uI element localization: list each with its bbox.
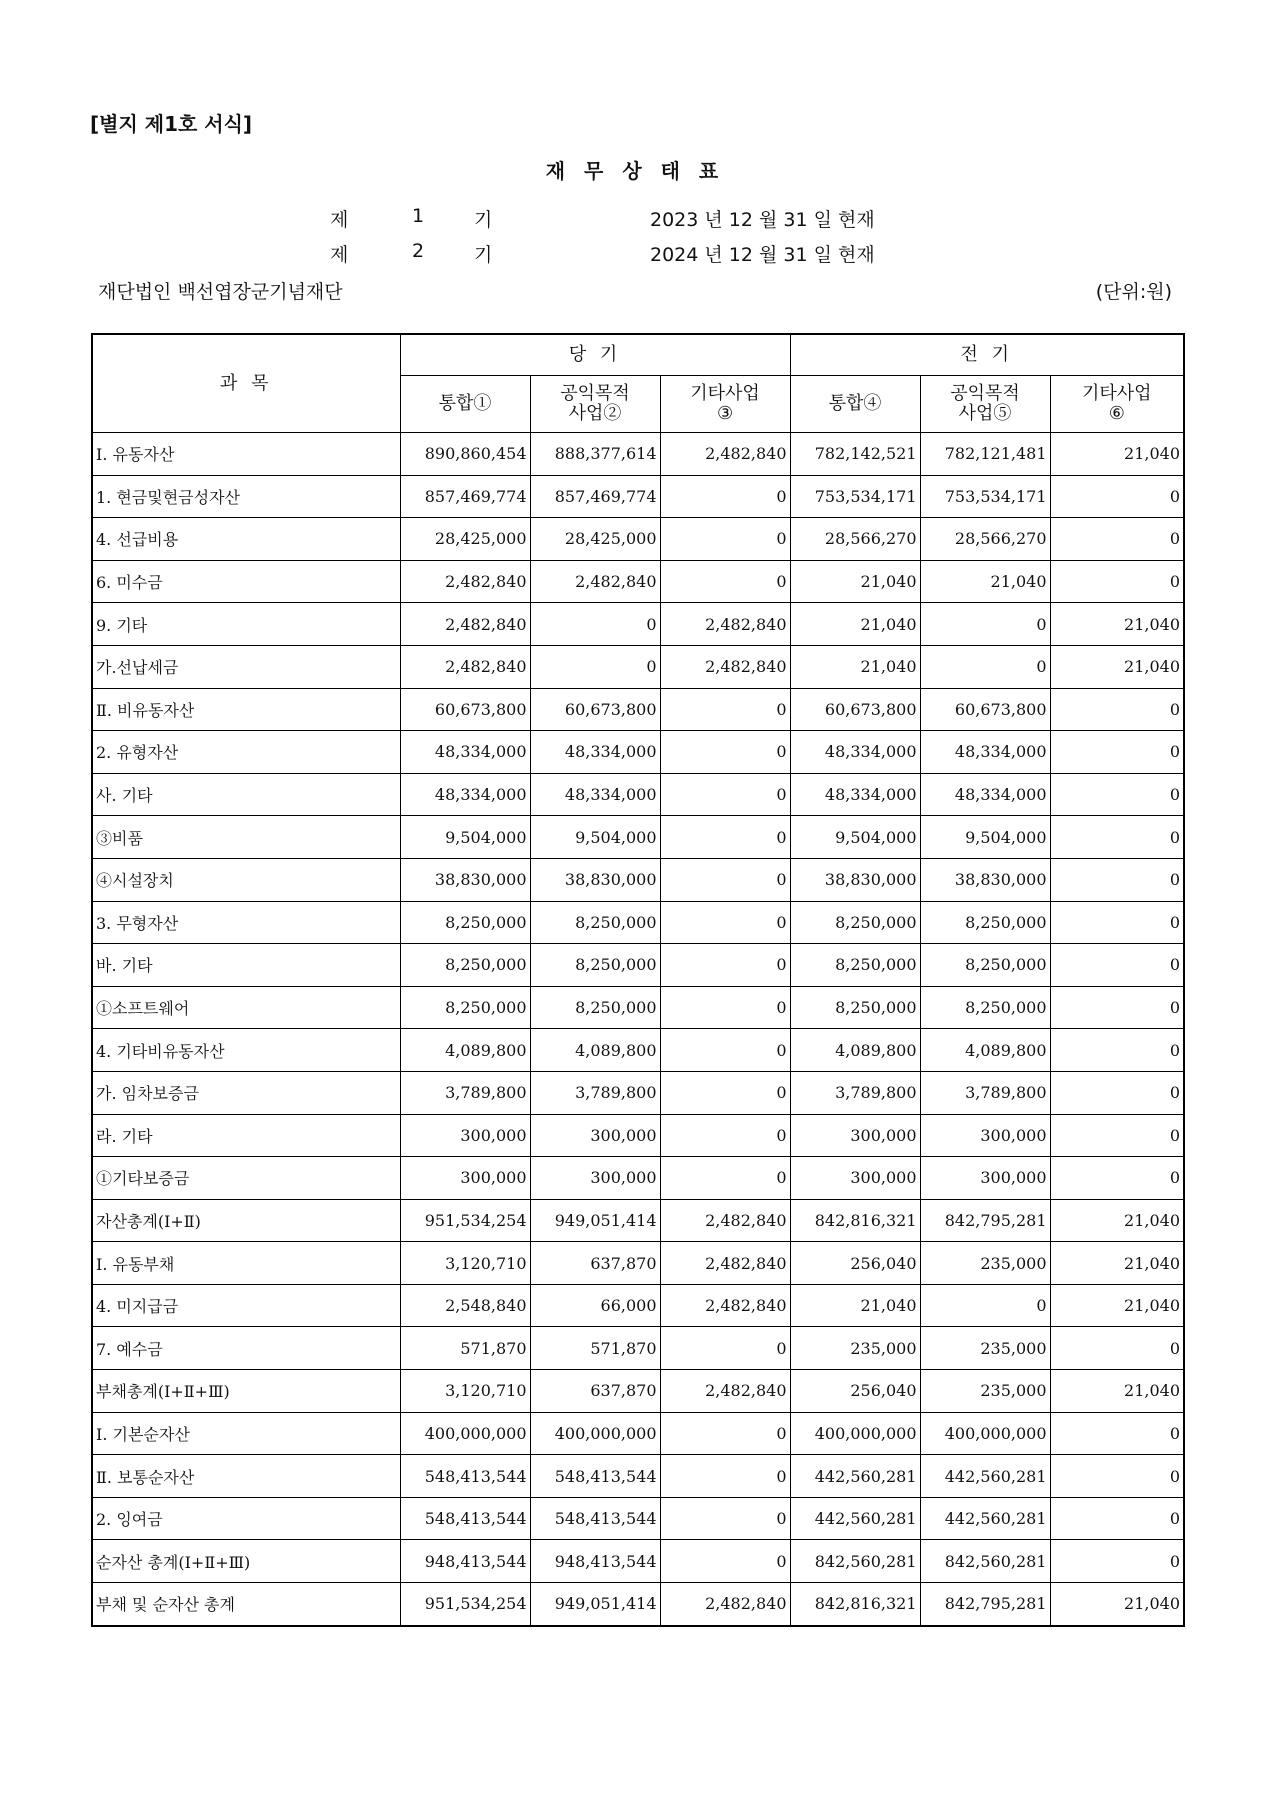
amount-cell: 235,000 (920, 1370, 1050, 1413)
amount-cell: 300,000 (920, 1157, 1050, 1200)
amount-cell: 66,000 (530, 1284, 660, 1327)
amount-cell: 48,334,000 (530, 773, 660, 816)
row-label: 부채총계(Ⅰ+Ⅱ+Ⅲ) (92, 1370, 400, 1413)
amount-cell: 4,089,800 (530, 1029, 660, 1072)
amount-cell: 0 (660, 816, 790, 859)
row-label: 사. 기타 (92, 773, 400, 816)
amount-cell: 548,413,544 (400, 1497, 530, 1540)
amount-cell: 0 (660, 1412, 790, 1455)
amount-cell: 9,504,000 (790, 816, 920, 859)
amount-cell: 2,482,840 (660, 1242, 790, 1285)
table-row (92, 1455, 1184, 1498)
amount-cell: 0 (660, 518, 790, 561)
amount-cell: 38,830,000 (790, 858, 920, 901)
amount-cell: 3,789,800 (790, 1071, 920, 1114)
row-label: 순자산 총계(Ⅰ+Ⅱ+Ⅲ) (92, 1540, 400, 1583)
row-label: 자산총계(Ⅰ+Ⅱ) (92, 1199, 400, 1242)
amount-cell: 0 (920, 1284, 1050, 1327)
amount-cell: 28,566,270 (790, 518, 920, 561)
table-row (92, 1029, 1184, 1072)
amount-cell: 48,334,000 (920, 731, 1050, 774)
amount-cell: 2,482,840 (660, 1370, 790, 1413)
table-row (92, 1199, 1184, 1242)
row-label: 9. 기타 (92, 603, 400, 646)
amount-cell: 0 (660, 1029, 790, 1072)
row-label: 부채 및 순자산 총계 (92, 1583, 400, 1626)
amount-cell: 782,142,521 (790, 433, 920, 476)
period-date: 2023 년 12 월 31 일 현재 (650, 209, 875, 231)
table-row (92, 1540, 1184, 1583)
amount-cell: 842,795,281 (920, 1583, 1050, 1626)
amount-cell: 0 (660, 475, 790, 518)
table-row (92, 1583, 1184, 1626)
amount-cell: 0 (660, 1114, 790, 1157)
amount-cell: 48,334,000 (400, 773, 530, 816)
amount-cell: 0 (660, 1455, 790, 1498)
amount-cell: 300,000 (530, 1157, 660, 1200)
amount-cell: 3,789,800 (400, 1071, 530, 1114)
amount-cell: 38,830,000 (400, 858, 530, 901)
amount-cell: 0 (530, 603, 660, 646)
amount-cell: 21,040 (1050, 1199, 1184, 1242)
table-row (92, 475, 1184, 518)
amount-cell: 0 (660, 560, 790, 603)
table-row (92, 1284, 1184, 1327)
amount-cell: 0 (1050, 816, 1184, 859)
amount-cell: 2,482,840 (660, 1199, 790, 1242)
row-label: ①기타보증금 (92, 1157, 400, 1200)
amount-cell: 2,548,840 (400, 1284, 530, 1327)
amount-cell: 48,334,000 (920, 773, 1050, 816)
amount-cell: 857,469,774 (400, 475, 530, 518)
amount-cell: 0 (1050, 858, 1184, 901)
amount-cell: 235,000 (920, 1242, 1050, 1285)
amount-cell: 21,040 (1050, 1242, 1184, 1285)
amount-cell: 842,560,281 (920, 1540, 1050, 1583)
amount-cell: 0 (1050, 475, 1184, 518)
row-label: ①소프트웨어 (92, 986, 400, 1029)
amount-cell: 0 (1050, 773, 1184, 816)
amount-cell: 948,413,544 (530, 1540, 660, 1583)
organization-name: 재단법인 백선엽장군기념재단 (98, 281, 343, 303)
amount-cell: 949,051,414 (530, 1583, 660, 1626)
amount-cell: 28,566,270 (920, 518, 1050, 561)
period-suffix: 기 (474, 244, 493, 266)
amount-cell: 571,870 (400, 1327, 530, 1370)
amount-cell: 21,040 (790, 560, 920, 603)
amount-cell: 548,413,544 (400, 1455, 530, 1498)
table-row (92, 773, 1184, 816)
amount-cell: 300,000 (530, 1114, 660, 1157)
amount-cell: 0 (1050, 986, 1184, 1029)
amount-cell: 0 (660, 688, 790, 731)
row-label: Ⅰ. 유동자산 (92, 433, 400, 476)
amount-cell: 256,040 (790, 1370, 920, 1413)
period-label: 제 (330, 244, 349, 266)
table-row (92, 986, 1184, 1029)
amount-cell: 0 (660, 986, 790, 1029)
period-date: 2024 년 12 월 31 일 현재 (650, 244, 875, 266)
subject-header: 과 목 (92, 334, 400, 433)
amount-cell: 60,673,800 (530, 688, 660, 731)
period-number: 2 (412, 240, 425, 262)
amount-cell: 0 (660, 773, 790, 816)
amount-cell: 400,000,000 (790, 1412, 920, 1455)
amount-cell: 888,377,614 (530, 433, 660, 476)
amount-cell: 38,830,000 (920, 858, 1050, 901)
amount-cell: 571,870 (530, 1327, 660, 1370)
row-label: Ⅰ. 기본순자산 (92, 1412, 400, 1455)
row-label: ④시설장치 (92, 858, 400, 901)
table-row (92, 816, 1184, 859)
amount-cell: 60,673,800 (920, 688, 1050, 731)
amount-cell: 400,000,000 (530, 1412, 660, 1455)
row-label: 4. 기타비유동자산 (92, 1029, 400, 1072)
amount-cell: 21,040 (1050, 1583, 1184, 1626)
amount-cell: 8,250,000 (530, 901, 660, 944)
amount-cell: 8,250,000 (400, 944, 530, 987)
amount-cell: 4,089,800 (790, 1029, 920, 1072)
table-row (92, 1071, 1184, 1114)
amount-cell: 38,830,000 (530, 858, 660, 901)
amount-cell: 0 (660, 944, 790, 987)
row-label: 1. 현금및현금성자산 (92, 475, 400, 518)
row-label: 7. 예수금 (92, 1327, 400, 1370)
table-row (92, 560, 1184, 603)
amount-cell: 2,482,840 (530, 560, 660, 603)
amount-cell: 21,040 (1050, 1370, 1184, 1413)
amount-cell: 2,482,840 (660, 1583, 790, 1626)
table-body (92, 433, 1184, 1626)
form-label: [별지 제1호 서식] (90, 112, 253, 136)
column-header: 통합④ (790, 376, 920, 433)
amount-cell: 442,560,281 (790, 1497, 920, 1540)
amount-cell: 0 (1050, 901, 1184, 944)
amount-cell: 2,482,840 (400, 560, 530, 603)
amount-cell: 300,000 (400, 1114, 530, 1157)
amount-cell: 9,504,000 (400, 816, 530, 859)
table-row (92, 858, 1184, 901)
amount-cell: 890,860,454 (400, 433, 530, 476)
amount-cell: 753,534,171 (920, 475, 1050, 518)
amount-cell: 949,051,414 (530, 1199, 660, 1242)
amount-cell: 8,250,000 (530, 986, 660, 1029)
amount-cell: 9,504,000 (920, 816, 1050, 859)
amount-cell: 842,795,281 (920, 1199, 1050, 1242)
amount-cell: 0 (1050, 944, 1184, 987)
amount-cell: 21,040 (1050, 433, 1184, 476)
row-label: 라. 기타 (92, 1114, 400, 1157)
table-row (92, 1497, 1184, 1540)
amount-cell: 4,089,800 (920, 1029, 1050, 1072)
table-row (92, 901, 1184, 944)
amount-cell: 8,250,000 (920, 986, 1050, 1029)
amount-cell: 21,040 (1050, 1284, 1184, 1327)
amount-cell: 400,000,000 (400, 1412, 530, 1455)
amount-cell: 0 (1050, 1029, 1184, 1072)
amount-cell: 48,334,000 (530, 731, 660, 774)
table-row (92, 645, 1184, 688)
amount-cell: 2,482,840 (400, 645, 530, 688)
table-row (92, 1370, 1184, 1413)
amount-cell: 300,000 (920, 1114, 1050, 1157)
amount-cell: 0 (660, 1540, 790, 1583)
row-label: 4. 선급비용 (92, 518, 400, 561)
amount-cell: 21,040 (920, 560, 1050, 603)
amount-cell: 0 (660, 1497, 790, 1540)
amount-cell: 48,334,000 (790, 731, 920, 774)
table-row (92, 1242, 1184, 1285)
amount-cell: 48,334,000 (400, 731, 530, 774)
document-title: 재 무 상 태 표 (545, 159, 725, 183)
table-row (92, 433, 1184, 476)
amount-cell: 0 (1050, 1497, 1184, 1540)
amount-cell: 442,560,281 (790, 1455, 920, 1498)
period-suffix: 기 (474, 209, 493, 231)
amount-cell: 8,250,000 (920, 901, 1050, 944)
amount-cell: 8,250,000 (920, 944, 1050, 987)
amount-cell: 8,250,000 (790, 986, 920, 1029)
amount-cell: 300,000 (790, 1114, 920, 1157)
amount-cell: 948,413,544 (400, 1540, 530, 1583)
amount-cell: 8,250,000 (530, 944, 660, 987)
amount-cell: 2,482,840 (660, 433, 790, 476)
amount-cell: 9,504,000 (530, 816, 660, 859)
row-label: 4. 미지급금 (92, 1284, 400, 1327)
amount-cell: 28,425,000 (530, 518, 660, 561)
column-header: 공익목적 사업⑤ (920, 376, 1050, 433)
amount-cell: 0 (1050, 1327, 1184, 1370)
table-row (92, 1327, 1184, 1370)
amount-cell: 3,120,710 (400, 1242, 530, 1285)
amount-cell: 21,040 (790, 1284, 920, 1327)
amount-cell: 548,413,544 (530, 1497, 660, 1540)
amount-cell: 2,482,840 (660, 645, 790, 688)
amount-cell: 0 (1050, 1157, 1184, 1200)
column-header: 기타사업 ③ (660, 376, 790, 433)
amount-cell: 3,120,710 (400, 1370, 530, 1413)
amount-cell: 21,040 (790, 645, 920, 688)
amount-cell: 4,089,800 (400, 1029, 530, 1072)
amount-cell: 857,469,774 (530, 475, 660, 518)
amount-cell: 637,870 (530, 1370, 660, 1413)
table-row (92, 1114, 1184, 1157)
column-header: 공익목적 사업② (530, 376, 660, 433)
amount-cell: 400,000,000 (920, 1412, 1050, 1455)
amount-cell: 0 (1050, 518, 1184, 561)
row-label: 가. 임차보증금 (92, 1071, 400, 1114)
amount-cell: 48,334,000 (790, 773, 920, 816)
amount-cell: 8,250,000 (790, 901, 920, 944)
row-label: 바. 기타 (92, 944, 400, 987)
amount-cell: 842,816,321 (790, 1199, 920, 1242)
amount-cell: 0 (1050, 560, 1184, 603)
amount-cell: 2,482,840 (400, 603, 530, 646)
period-label: 제 (330, 209, 349, 231)
amount-cell: 235,000 (790, 1327, 920, 1370)
amount-cell: 0 (920, 603, 1050, 646)
amount-cell: 256,040 (790, 1242, 920, 1285)
table-row (92, 688, 1184, 731)
amount-cell: 0 (1050, 731, 1184, 774)
table-row (92, 518, 1184, 561)
row-label: 가.선납세금 (92, 645, 400, 688)
column-header: 기타사업 ⑥ (1050, 376, 1184, 433)
row-label: 3. 무형자산 (92, 901, 400, 944)
amount-cell: 0 (660, 1327, 790, 1370)
row-label: Ⅱ. 비유동자산 (92, 688, 400, 731)
amount-cell: 951,534,254 (400, 1199, 530, 1242)
table-row (92, 944, 1184, 987)
amount-cell: 0 (660, 901, 790, 944)
amount-cell: 3,789,800 (920, 1071, 1050, 1114)
amount-cell: 0 (1050, 688, 1184, 731)
amount-cell: 0 (660, 1071, 790, 1114)
amount-cell: 0 (1050, 1455, 1184, 1498)
amount-cell: 21,040 (1050, 645, 1184, 688)
row-label: Ⅰ. 유동부채 (92, 1242, 400, 1285)
amount-cell: 60,673,800 (790, 688, 920, 731)
amount-cell: 0 (1050, 1071, 1184, 1114)
current-period-header: 당 기 (400, 334, 790, 376)
header-row-top (92, 334, 1184, 376)
amount-cell: 0 (660, 1157, 790, 1200)
amount-cell: 782,121,481 (920, 433, 1050, 476)
amount-cell: 8,250,000 (400, 901, 530, 944)
amount-cell: 842,560,281 (790, 1540, 920, 1583)
amount-cell: 300,000 (790, 1157, 920, 1200)
row-label: 6. 미수금 (92, 560, 400, 603)
row-label: ③비품 (92, 816, 400, 859)
amount-cell: 753,534,171 (790, 475, 920, 518)
amount-cell: 0 (660, 858, 790, 901)
amount-cell: 637,870 (530, 1242, 660, 1285)
amount-cell: 951,534,254 (400, 1583, 530, 1626)
row-label: 2. 유형자산 (92, 731, 400, 774)
balance-sheet-table (91, 333, 1185, 1627)
column-header: 통합① (400, 376, 530, 433)
amount-cell: 0 (530, 645, 660, 688)
amount-cell: 0 (1050, 1540, 1184, 1583)
amount-cell: 21,040 (1050, 603, 1184, 646)
table-row (92, 603, 1184, 646)
table-row (92, 731, 1184, 774)
unit-label: (단위:원) (1095, 281, 1172, 303)
amount-cell: 442,560,281 (920, 1497, 1050, 1540)
amount-cell: 21,040 (790, 603, 920, 646)
amount-cell: 300,000 (400, 1157, 530, 1200)
amount-cell: 235,000 (920, 1327, 1050, 1370)
amount-cell: 548,413,544 (530, 1455, 660, 1498)
amount-cell: 60,673,800 (400, 688, 530, 731)
amount-cell: 2,482,840 (660, 603, 790, 646)
table-row (92, 1412, 1184, 1455)
row-label: 2. 잉여금 (92, 1497, 400, 1540)
amount-cell: 842,816,321 (790, 1583, 920, 1626)
amount-cell: 0 (1050, 1412, 1184, 1455)
amount-cell: 0 (1050, 1114, 1184, 1157)
amount-cell: 442,560,281 (920, 1455, 1050, 1498)
row-label: Ⅱ. 보통순자산 (92, 1455, 400, 1498)
amount-cell: 8,250,000 (400, 986, 530, 1029)
prior-period-header: 전 기 (790, 334, 1184, 376)
amount-cell: 2,482,840 (660, 1284, 790, 1327)
amount-cell: 28,425,000 (400, 518, 530, 561)
table-row (92, 1157, 1184, 1200)
amount-cell: 0 (660, 731, 790, 774)
amount-cell: 8,250,000 (790, 944, 920, 987)
amount-cell: 0 (920, 645, 1050, 688)
period-number: 1 (412, 205, 425, 227)
amount-cell: 3,789,800 (530, 1071, 660, 1114)
